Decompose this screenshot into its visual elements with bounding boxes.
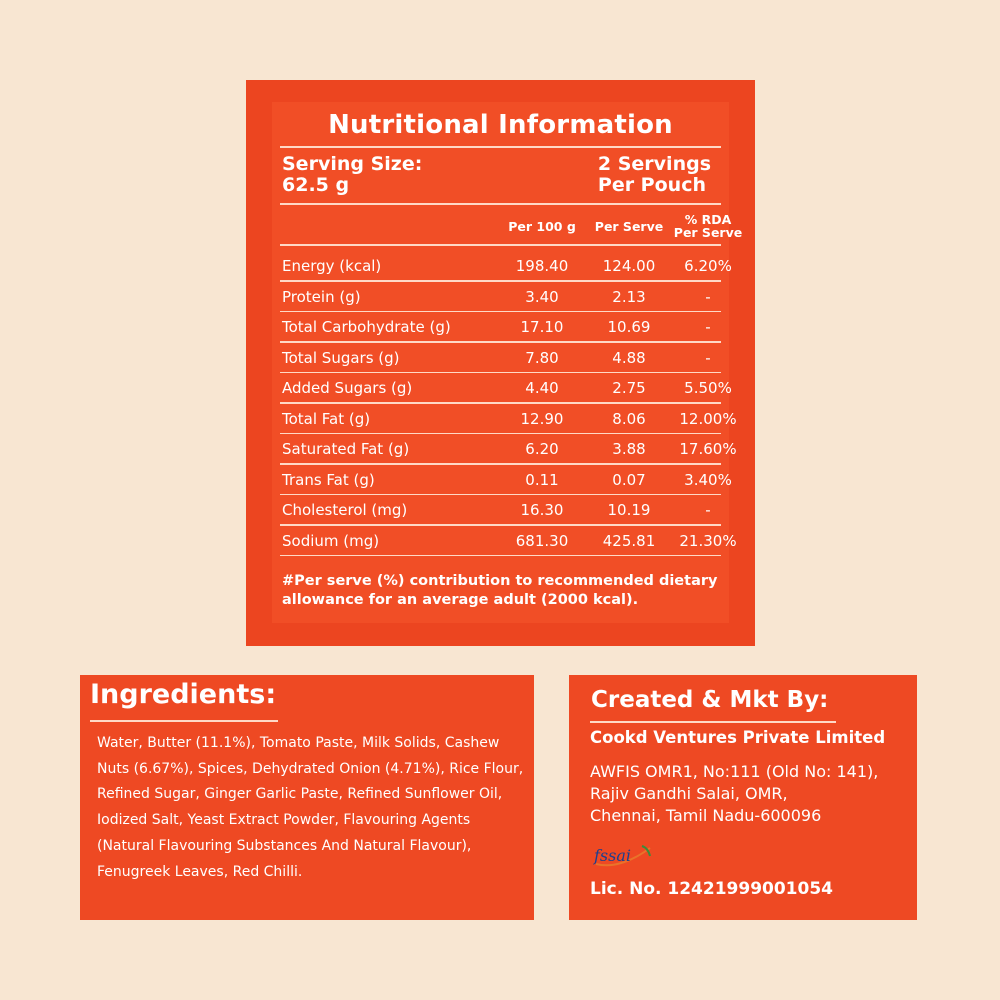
value-per-serve: 425.81	[602, 531, 656, 550]
divider	[280, 203, 721, 205]
value-per-serve: 2.75	[612, 379, 646, 397]
value-rda: -	[705, 501, 711, 519]
ingredients-text: Water, Butter (11.1%), Tomato Paste, Milk Solids, Cashew Nuts (6.67%), Spices, Dehydrated Onion (4.71%), Rice Flour, Refined Sugar, Ginger Garlic Paste, Refined Sunflower Oil, Iodized Salt, Yeast Extract Powder, Flavouring Agents (Natural Flavouring Substances And Natural Flavour), Fenugreek Leaves, Red Chilli.	[97, 735, 524, 880]
table-row	[272, 434, 737, 464]
value-per-serve: 124.00	[602, 257, 656, 275]
servings-line-1: 2 Servings	[597, 153, 711, 175]
column-header-per-serve: Per Serve	[594, 219, 664, 234]
table-row	[272, 343, 729, 373]
nutrition-panel	[246, 80, 755, 646]
divider	[590, 721, 836, 723]
row-divider	[280, 555, 721, 557]
value-per-100g: 4.40	[525, 379, 559, 397]
divider	[280, 146, 721, 148]
table-row	[272, 465, 732, 495]
ingredients-panel	[80, 675, 534, 920]
ingredients-title: Ingredients:	[90, 679, 277, 710]
fssai-logo-icon	[590, 842, 656, 872]
nutrient-name: Cholesterol (mg)	[282, 501, 408, 519]
rda-header-line-2: Per Serve	[673, 225, 743, 240]
value-per-100g: 7.80	[525, 348, 559, 367]
manufacturer-panel	[569, 675, 917, 920]
address-line: Chennai, Tamil Nadu-600096	[590, 806, 822, 825]
value-per-100g: 0.11	[525, 470, 559, 489]
table-row	[272, 404, 737, 434]
nutrient-name: Total Carbohydrate (g)	[282, 318, 451, 336]
value-per-serve: 8.06	[612, 409, 646, 428]
value-per-serve: 3.88	[612, 440, 646, 458]
value-per-serve: 2.13	[612, 287, 646, 306]
company-name: Cookd Ventures Private Limited	[590, 728, 886, 747]
address-line: AWFIS OMR1, No:111 (Old No: 141),	[590, 762, 879, 781]
value-rda: 17.60%	[679, 440, 737, 458]
column-header-per-100g: Per 100 g	[508, 219, 576, 234]
value-per-100g: 16.30	[520, 501, 564, 519]
value-per-100g: 17.10	[520, 318, 564, 336]
column-header-rda	[662, 213, 754, 239]
serving-size-value: 62.5 g	[282, 174, 350, 196]
value-rda: -	[705, 348, 711, 367]
value-rda: -	[705, 287, 711, 306]
nutrition-inner	[272, 102, 743, 623]
value-rda: 21.30%	[679, 531, 737, 550]
value-per-serve: 4.88	[612, 348, 646, 367]
rda-footnote: #Per serve (%) contribution to recommended dietary allowance for an average adult (2000 kcal).	[282, 573, 718, 608]
value-per-100g: 6.20	[525, 440, 559, 458]
servings-per-pouch	[598, 154, 711, 196]
company-address	[590, 761, 910, 827]
value-rda: 5.50%	[684, 379, 732, 397]
manufacturer-title: Created & Mkt By:	[591, 687, 829, 713]
nutrient-name: Total Sugars (g)	[282, 348, 400, 367]
value-per-100g: 198.40	[515, 257, 569, 275]
nutrient-name: Energy (kcal)	[282, 257, 382, 275]
value-rda: 3.40%	[684, 470, 732, 489]
address-line: Rajiv Gandhi Salai, OMR,	[590, 784, 788, 803]
nutrient-name: Trans Fat (g)	[282, 470, 375, 489]
nutrient-name: Total Fat (g)	[282, 409, 371, 428]
fssai-logo-text: fssai	[594, 846, 631, 865]
nutrient-name: Added Sugars (g)	[282, 379, 413, 397]
value-rda: -	[705, 318, 711, 336]
divider	[280, 244, 721, 246]
license-number: Lic. No. 12421999001054	[590, 879, 833, 899]
serving-size-label: Serving Size:	[282, 153, 423, 175]
nutrient-name: Saturated Fat (g)	[282, 440, 410, 458]
table-row	[272, 251, 732, 281]
table-row	[272, 282, 729, 312]
value-per-serve: 10.19	[607, 501, 651, 519]
value-per-100g: 12.90	[520, 409, 564, 428]
table-row	[272, 526, 737, 556]
table-row	[272, 373, 732, 403]
value-per-serve: 0.07	[612, 470, 646, 489]
value-per-serve: 10.69	[607, 318, 651, 336]
nutrition-title: Nutritional Information	[328, 110, 673, 140]
servings-line-2: Per Pouch	[597, 174, 706, 196]
value-rda: 6.20%	[684, 257, 732, 275]
nutrient-name: Protein (g)	[282, 287, 361, 306]
nutrient-name: Sodium (mg)	[282, 531, 380, 550]
value-per-100g: 3.40	[525, 287, 559, 306]
serving-size	[282, 154, 422, 196]
table-row	[272, 312, 729, 342]
value-rda: 12.00%	[679, 409, 737, 428]
rda-header-line-1: % RDA	[684, 212, 732, 227]
divider	[90, 720, 278, 722]
value-per-100g: 681.30	[515, 531, 569, 550]
table-row	[272, 495, 729, 525]
